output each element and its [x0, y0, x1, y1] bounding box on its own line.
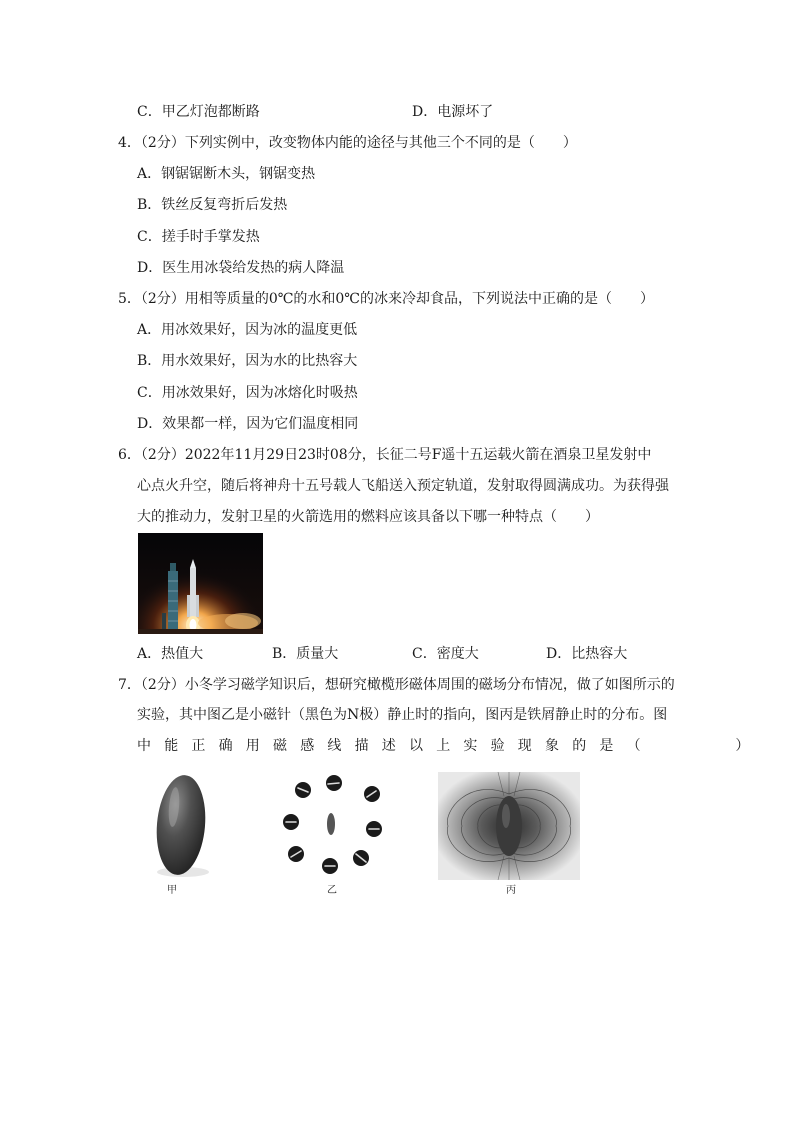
q6-option-a: A．热值大 [137, 646, 204, 662]
q5-stem: 5．（2分）用相等质量的0℃的水和0℃的冰来冷却食品，下列说法中正确的是（ ） [118, 291, 654, 307]
q6-option-b: B．质量大 [272, 646, 339, 662]
q6-stem-line-2: 心点火升空，随后将神舟十五号载人飞船送入预定轨道，发射取得圆满成功。为获得强 [137, 478, 669, 494]
q3-option-d: D．电源坏了 [412, 104, 494, 120]
q7-stem-line-1: 7．（2分）小冬学习磁学知识后，想研究橄榄形磁体周围的磁场分布情况，做了如图所示的 [118, 677, 675, 693]
q5-option-c: C．用冰效果好，因为冰熔化时吸热 [137, 385, 358, 401]
q4-option-b: B．铁丝反复弯折后发热 [137, 197, 288, 213]
q6-option-c: C．密度大 [412, 646, 479, 662]
q4-stem: 4．（2分）下列实例中，改变物体内能的途径与其他三个不同的是（ ） [118, 135, 577, 151]
compass-needle-ring [276, 774, 392, 882]
magnet-photo [150, 772, 212, 882]
q6-stem-line-3: 大的推动力，发射卫星的火箭选用的燃料应该具备以下哪一种特点（ ） [137, 509, 599, 525]
q7-stem-line-3: 中能正确用磁感线描述以上实验现象的是（ ） [137, 738, 763, 754]
q4-option-a: A．钢锯锯断木头，钢锯变热 [137, 166, 316, 182]
q6-stem-line-1: 6．（2分）2022年11月29日23时08分，长征二号F遥十五运载火箭在酒泉卫星发射中 [118, 447, 652, 463]
q4-option-d: D．医生用冰袋给发热的病人降温 [137, 260, 345, 276]
q6-option-d: D．比热容大 [546, 646, 628, 662]
q5-option-a: A．用冰效果好，因为冰的温度更低 [137, 322, 358, 338]
q4-option-c: C．搓手时手掌发热 [137, 229, 260, 245]
rocket-launch-photo [138, 533, 263, 634]
figure-caption-jia: 甲 [167, 885, 177, 896]
q7-stem-line-2: 实验，其中图乙是小磁针（黑色为N极）静止时的指向，图丙是铁屑静止时的分布。图 [137, 707, 668, 723]
center-magnet-icon [327, 813, 335, 835]
q3-option-c: C．甲乙灯泡都断路 [137, 104, 260, 120]
q5-option-d: D．效果都一样，因为它们温度相同 [137, 416, 359, 432]
q5-option-b: B．用水效果好，因为水的比热容大 [137, 353, 358, 369]
figure-caption-yi: 乙 [327, 885, 337, 896]
figure-caption-bing: 丙 [506, 885, 516, 896]
iron-filings-photo [438, 772, 580, 880]
